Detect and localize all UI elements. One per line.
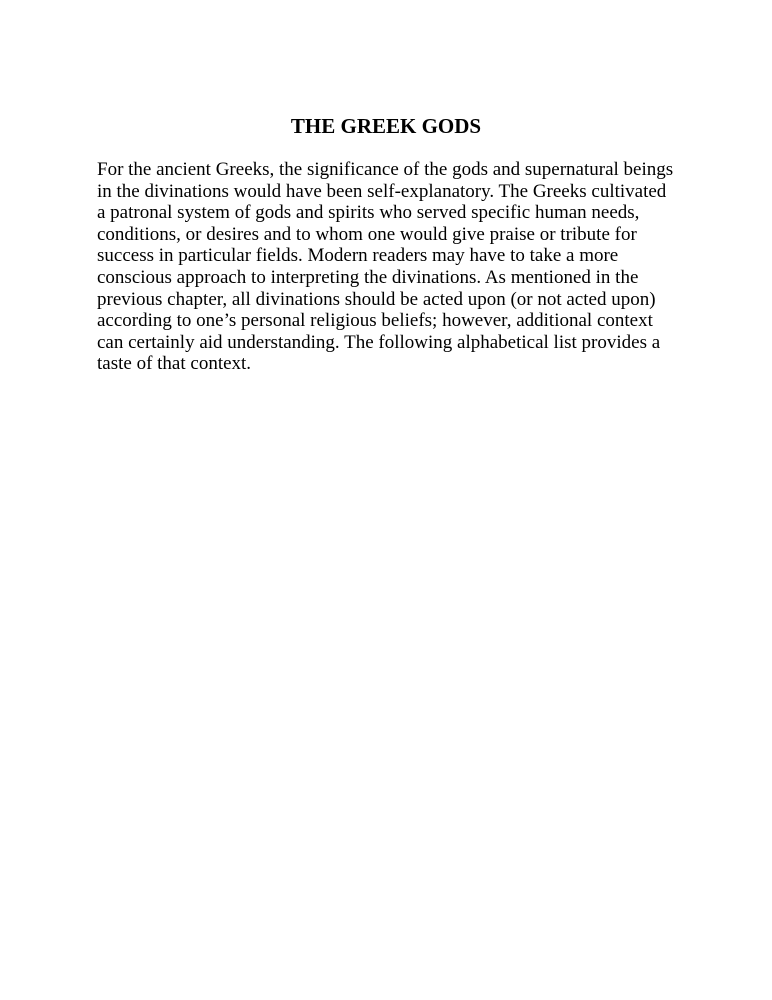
page-title: THE GREEK GODS bbox=[290, 114, 482, 138]
paragraph-line: in the divinations would have been self-explanatory. The Greeks cultivated bbox=[97, 180, 667, 202]
paragraph-line: For the ancient Greeks, the significance of the gods and supernatural beings bbox=[97, 159, 674, 180]
paragraph-line: conscious approach to interpreting the divinations. As mentioned in the bbox=[97, 266, 639, 288]
paragraph-line: a patronal system of gods and spirits who served specific human needs, bbox=[97, 202, 640, 224]
paragraph-line: previous chapter, all divinations should be acted upon (or not acted upon) bbox=[97, 288, 656, 310]
intro-paragraph bbox=[97, 159, 687, 375]
paragraph-line: conditions, or desires and to whom one would give praise or tribute for bbox=[97, 223, 637, 245]
paragraph-line: taste of that context. bbox=[97, 353, 252, 375]
paragraph-line: success in particular fields. Modern readers may have to take a more bbox=[97, 245, 619, 267]
paragraph-line: can certainly aid understanding. The following alphabetical list provides a bbox=[97, 331, 661, 353]
paragraph-line: according to one’s personal religious beliefs; however, additional context bbox=[97, 310, 653, 332]
